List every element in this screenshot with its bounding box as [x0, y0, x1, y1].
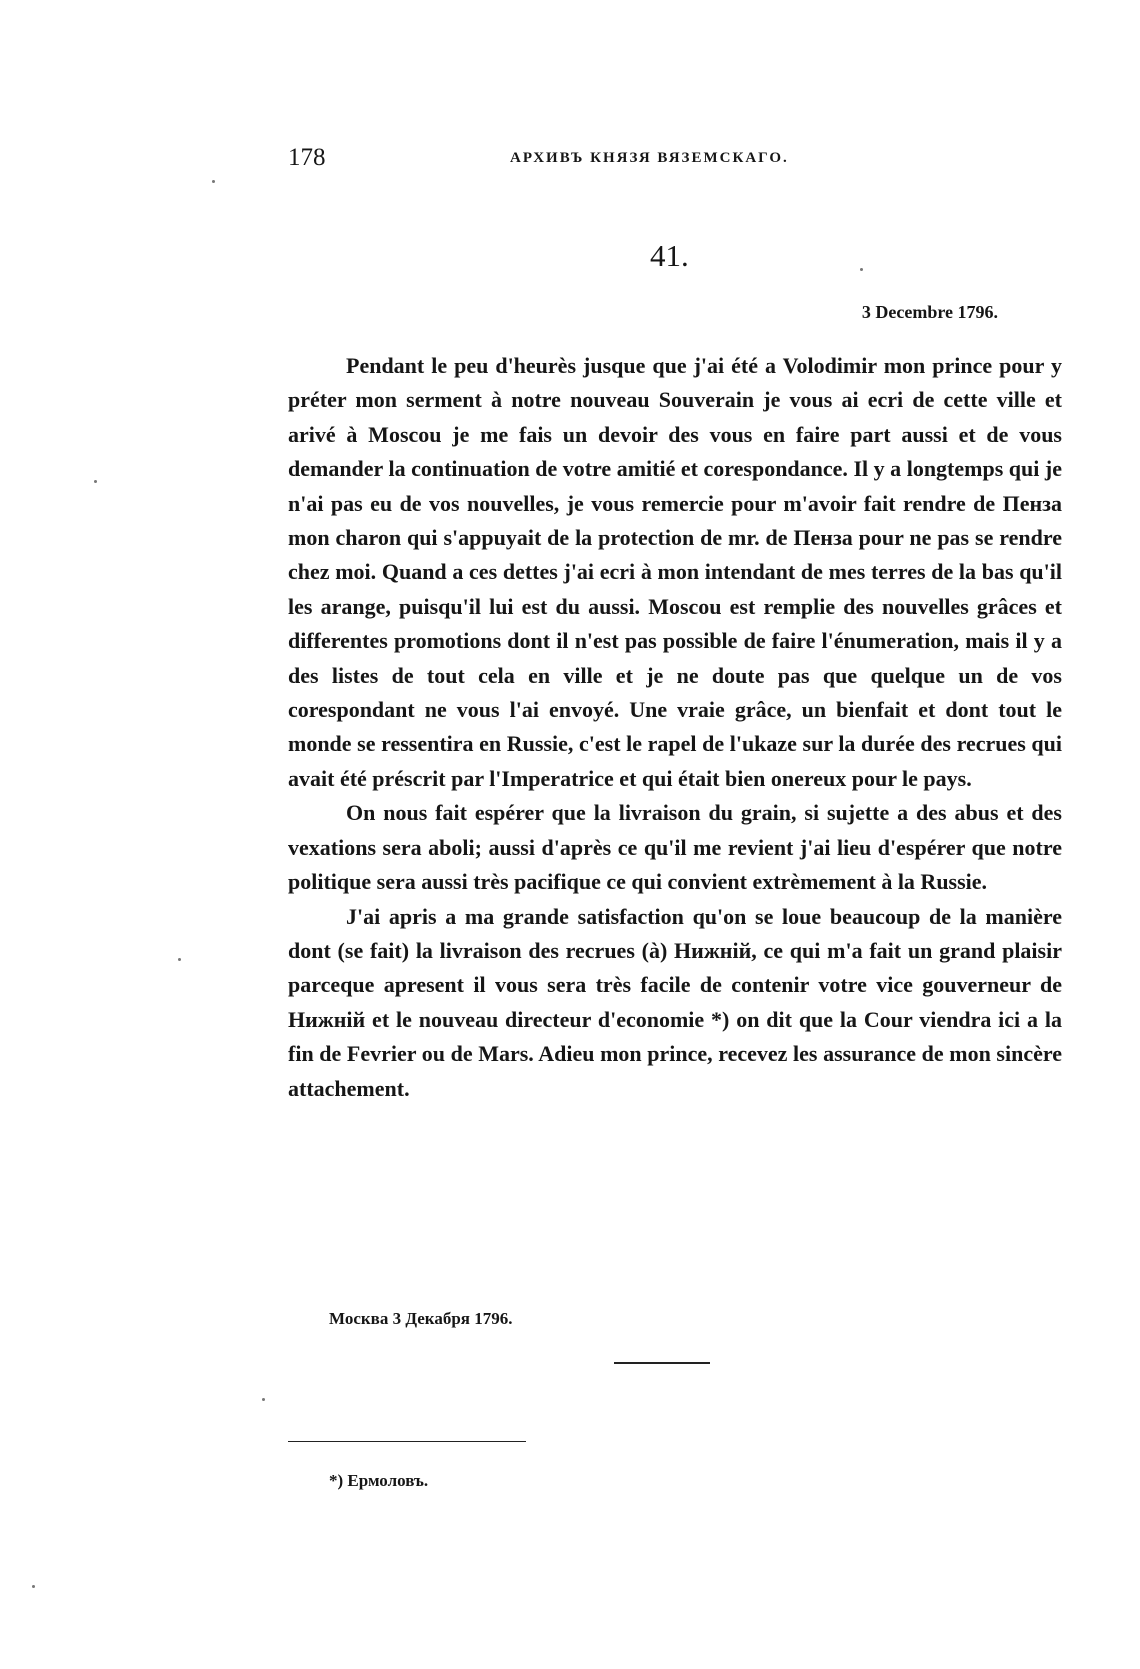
letter-body: [288, 349, 1062, 1106]
speck: [262, 1398, 265, 1401]
running-title: АРХИВЪ КНЯЗЯ ВЯЗЕМСКАГО.: [510, 150, 789, 166]
running-head: [288, 144, 1068, 180]
place-and-date-signature: Москва 3 Декабря 1796.: [329, 1309, 513, 1328]
letter-date: 3 Decembre 1796.: [861, 302, 998, 322]
speck: [860, 268, 863, 271]
paragraph-3: J'ai apris a ma grande satisfaction qu'on se loue beaucoup de la manière dont (se fait) la livraison des recrues (à) Нижній, ce qui m'a fait un grand plaisir parceque apresent il vous sera très facile de contenir votre vice gouverneur de Нижній et le nouveau directeur d'economie *) on dit que la Cour viendra ici a la fin de Fevrier ou de Mars. Adieu mon prince, recevez les assurance de mon sincère attachement.: [288, 903, 1062, 1101]
speck: [32, 1585, 35, 1588]
paragraph-1: Pendant le peu d'heurès jusque que j'ai été a Volodimir mon prince pour y préter mon serment à notre nouveau Souverain je vous ai ecri de cette ville et arivé à Moscou je me fais un devoir des vous en faire part aussi et de vous demander la continuation de votre amitié et corespondance. Il y a longtemps qui je n'ai pas eu de vos nouvelles, je vous remercie pour m'avoir fait rendre de Пенза mon charon qui s'appuyait de la protection de mr. de Пенза pour ne pas se rendre chez moi. Quand a ces dettes j'ai ecri à mon intendant de mes terres de la bas qu'il les arange, puisqu'il lui est du aussi. Moscou est remplie des nouvelles grâces et differentes promotions dont il n'est pas possible de faire l'énumeration, mais il y a des listes de tout cela en ville et je ne doute pas que quelque un de vos corespondant ne vous l'ai envoyé. Une vraie grâce, un bienfait et dont tout le monde se ressentira en Russie, c'est le rapel de l'ukaze sur la durée des recrues qui avait été préscrit par l'Imperatrice et qui était bien onereux pour le pays.: [288, 353, 1062, 791]
closing-divider: [614, 1362, 710, 1364]
speck: [178, 958, 181, 961]
speck: [94, 480, 97, 483]
paragraph-2: On nous fait espérer que la livraison du grain, si sujette a des abus et des vexations sera aboli; aussi d'après ce qu'il me revient j'ai lieu d'espérer que notre politique sera aussi très pacifique ce qui convient extrèmement à la Russie.: [288, 800, 1062, 895]
footnote: *) Ермоловъ.: [329, 1471, 429, 1490]
footnote-divider: [288, 1441, 526, 1442]
speck: [212, 180, 215, 183]
page-number: 178: [288, 144, 326, 171]
letter-number: 41.: [650, 238, 689, 273]
